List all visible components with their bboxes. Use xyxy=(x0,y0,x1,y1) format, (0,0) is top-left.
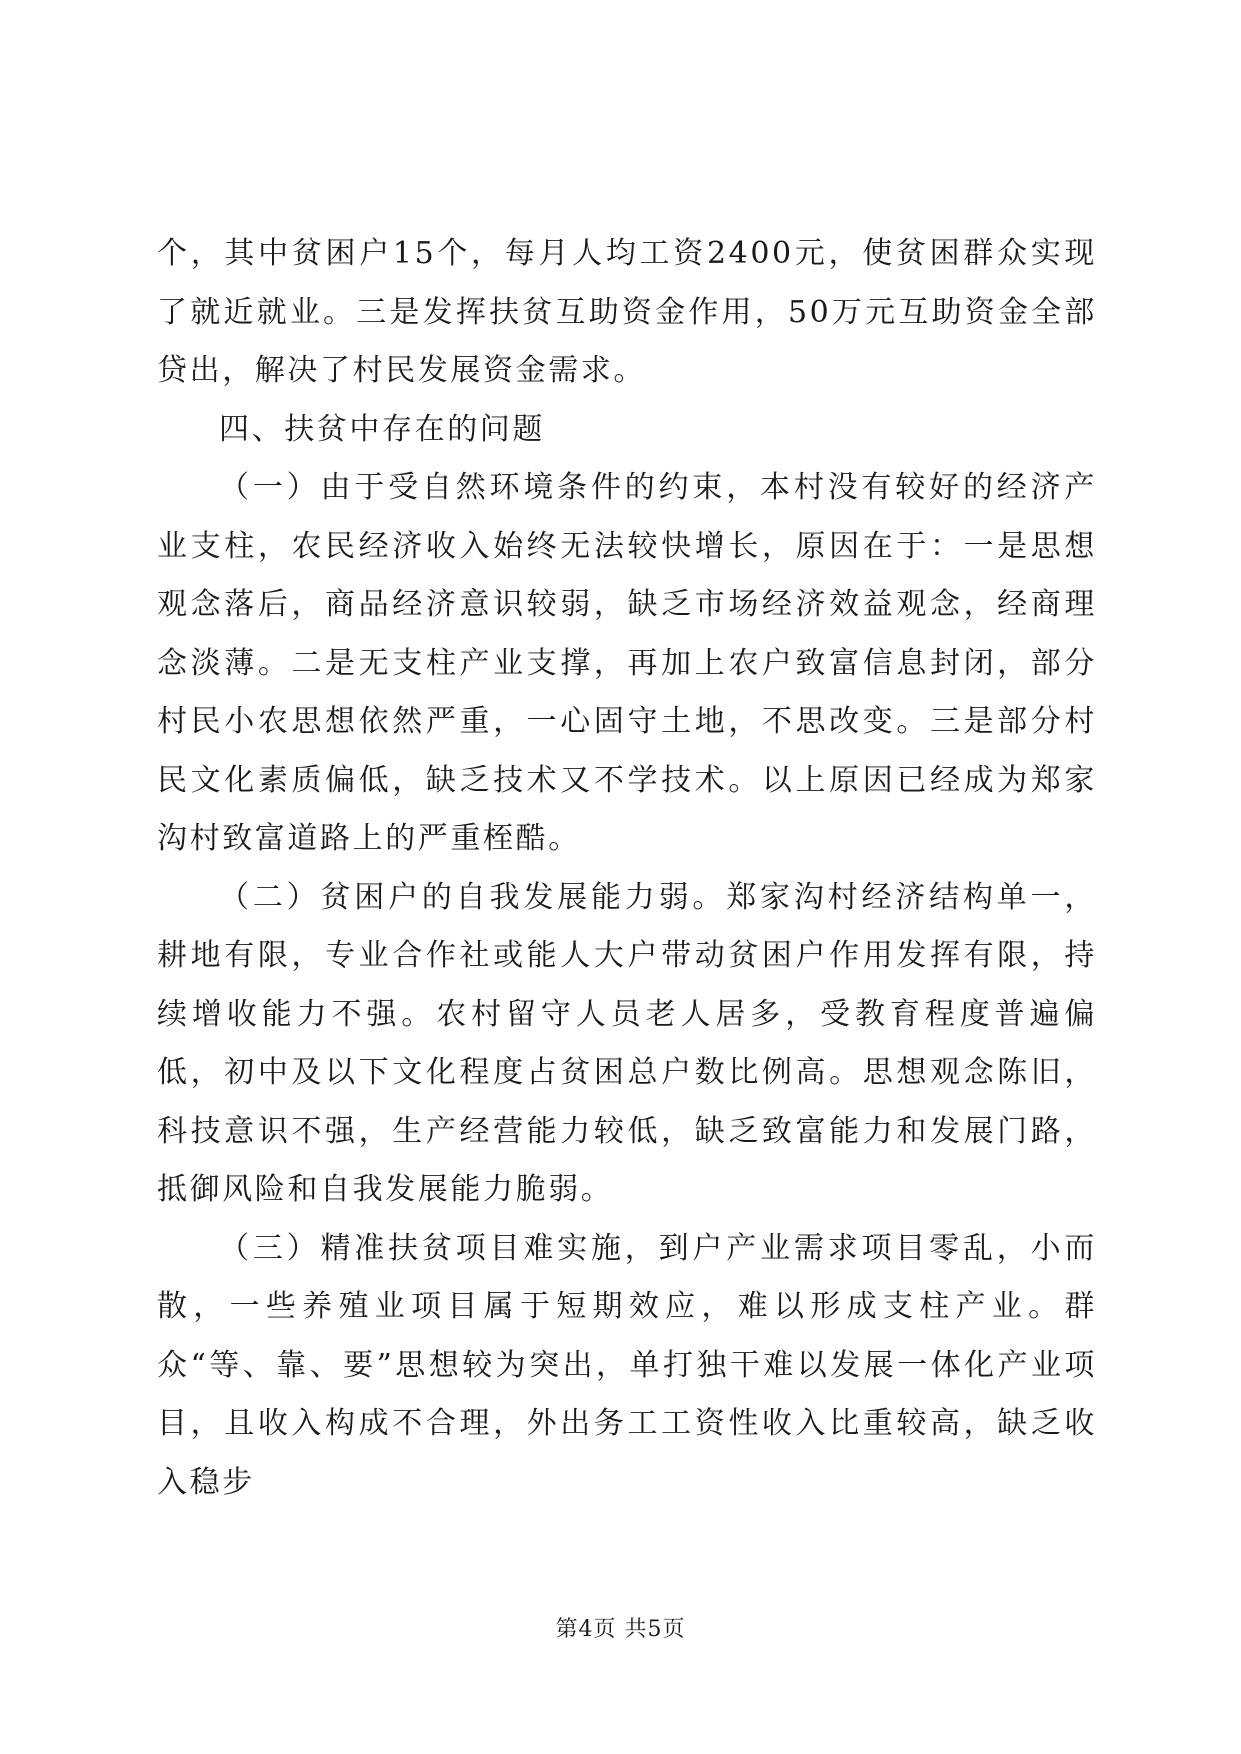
page-number: 第4页 共5页 xyxy=(555,1617,686,1642)
paragraph-problem-3: （三）精准扶贫项目难实施，到户产业需求项目零乱，小而散，一些养殖业项目属于短期效应，难以形成支柱产业。群众“等、靠、要”思想较为突出，单打独干难以发展一体化产业项目，且收入构成不合理，外出务工工资性收入比重较高，缺乏收入稳步 xyxy=(157,1230,1097,1500)
section-heading: 四、扶贫中存在的问题 xyxy=(219,411,545,447)
paragraph-problem-1: （一）由于受自然环境条件的约束，本村没有较好的经济产业支柱，农民经济收入始终无法较快增长，原因在于：一是思想观念落后，商品经济意识较弱，缺乏市场经济效益观念，经商理念淡薄。二是无支柱产业支撑，再加上农户致富信息封闭，部分村民小农思想依然严重，一心固守土地，不思改变。三是部分村民文化素质偏低，缺乏技术又不学技术。以上原因已经成为郑家沟村致富道路上的严重桎酷。 xyxy=(157,470,1097,856)
document-body xyxy=(157,225,1097,1512)
paragraph-continuation: 个，其中贫困户15个，每月人均工资2400元，使贫困群众实现了就近就业。三是发挥扶贫互助资金作用，50万元互助资金全部贷出，解决了村民发展资金需求。 xyxy=(157,236,1097,388)
paragraph-problem-2: （二）贫困户的自我发展能力弱。郑家沟村经济结构单一，耕地有限，专业合作社或能人大户带动贫困户作用发挥有限，持续增收能力不强。农村留守人员老人居多，受教育程度普遍偏低，初中及以下文化程度占贫困总户数比例高。思想观念陈旧，科技意识不强，生产经营能力较低，缺乏致富能力和发展门路，抵御风险和自我发展能力脆弱。 xyxy=(157,879,1097,1207)
